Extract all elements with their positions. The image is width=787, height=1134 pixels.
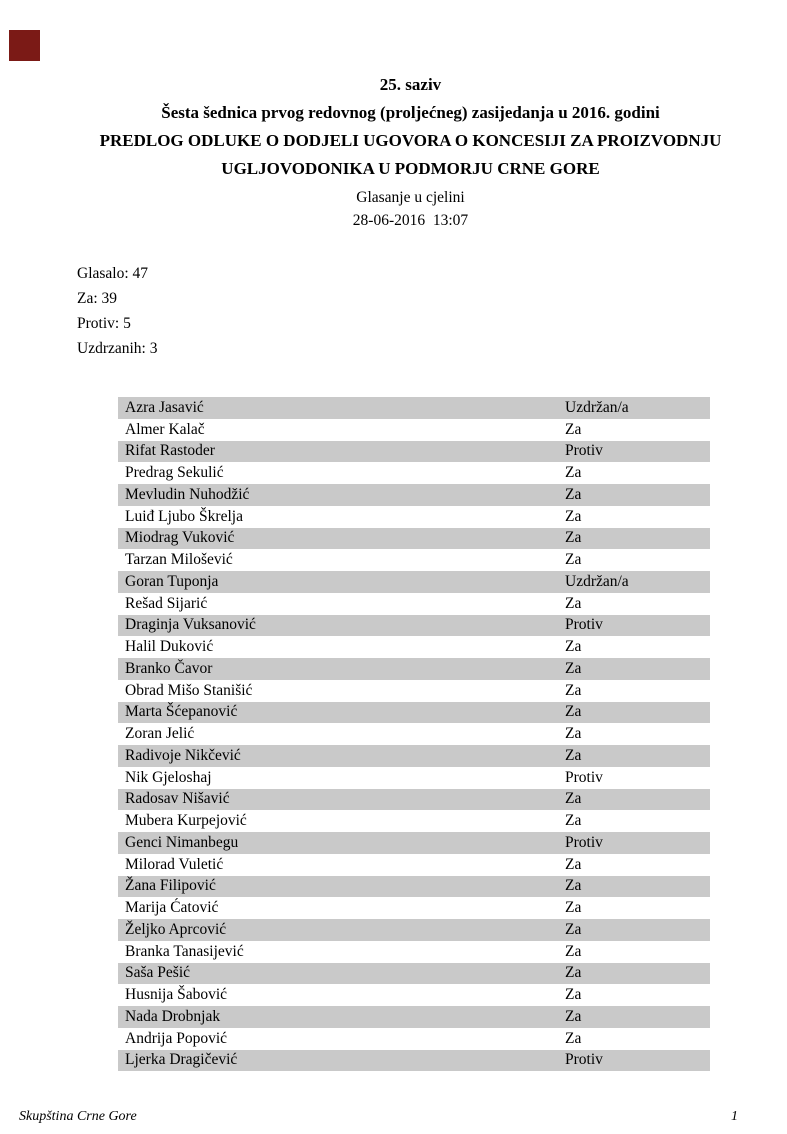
- table-row: [118, 549, 710, 571]
- table-row: [118, 636, 710, 658]
- vote-value: Za: [565, 746, 582, 764]
- mp-name: Luiđ Ljubo Škrelja: [125, 507, 243, 525]
- table-row: [118, 593, 710, 615]
- vote-value: Za: [565, 594, 582, 612]
- vote-value: Za: [565, 703, 582, 721]
- vote-value: Uzdržan/a: [565, 398, 629, 416]
- table-row: [118, 1050, 710, 1072]
- mp-name: Marta Šćepanović: [125, 703, 238, 721]
- vote-value: Za: [565, 529, 582, 547]
- vote-value: Za: [565, 877, 582, 895]
- session-number-title: 25. saziv: [379, 75, 442, 94]
- mp-name: Rifat Rastoder: [125, 442, 215, 460]
- table-row: [118, 984, 710, 1006]
- table-row: [118, 767, 710, 789]
- footer-institution: Skupština Crne Gore: [19, 1109, 137, 1124]
- vote-value: Za: [565, 1029, 582, 1047]
- decision-title-line-2: UGLJOVODONIKA U PODMORJU CRNE GORE: [221, 159, 600, 178]
- table-row: [118, 702, 710, 724]
- table-row: [118, 1006, 710, 1028]
- mp-name: Obrad Mišo Stanišić: [125, 681, 253, 699]
- mp-name: Branka Tanasijević: [125, 942, 244, 960]
- sitting-title: Šesta šednica prvog redovnog (proljećneg) zasijedanja u 2016. godini: [161, 103, 660, 122]
- vote-value: Za: [565, 464, 582, 482]
- table-row: [118, 506, 710, 528]
- table-row: [118, 789, 710, 811]
- table-row: [118, 484, 710, 506]
- table-row: [118, 462, 710, 484]
- mp-name: Husnija Šabović: [125, 986, 228, 1004]
- mp-name: Žana Filipović: [125, 877, 216, 895]
- vote-value: Protiv: [565, 768, 603, 786]
- vote-value: Za: [565, 485, 582, 503]
- summary-against: Protiv: 5: [77, 315, 131, 332]
- table-row: [118, 397, 710, 419]
- vote-value: Za: [565, 942, 582, 960]
- mp-name: Branko Čavor: [125, 659, 213, 677]
- vote-results-table: [118, 397, 710, 1071]
- mp-name: Tarzan Milošević: [125, 551, 233, 569]
- table-row: [118, 745, 710, 767]
- mp-name: Miodrag Vuković: [125, 529, 235, 547]
- vote-value: Za: [565, 986, 582, 1004]
- vote-value: Protiv: [565, 616, 603, 634]
- mp-name: Nik Gjeloshaj: [125, 768, 212, 786]
- decision-title-line-1: PREDLOG ODLUKE O DODJELI UGOVORA O KONCESIJI ZA PROIZVODNJU: [99, 131, 722, 150]
- table-row: [118, 528, 710, 550]
- corner-marker-square: [9, 30, 40, 61]
- vote-value: Uzdržan/a: [565, 572, 629, 590]
- vote-datetime: 28-06-2016 13:07: [352, 212, 469, 229]
- vote-summary: [77, 261, 157, 361]
- table-row: [118, 680, 710, 702]
- mp-name: Azra Jasavić: [125, 398, 204, 416]
- mp-name: Almer Kalač: [125, 420, 205, 438]
- vote-value: Za: [565, 964, 582, 982]
- vote-value: Za: [565, 790, 582, 808]
- mp-name: Radosav Nišavić: [125, 790, 230, 808]
- vote-value: Za: [565, 551, 582, 569]
- mp-name: Halil Duković: [125, 638, 214, 656]
- vote-value: Protiv: [565, 1051, 603, 1069]
- table-row: [118, 441, 710, 463]
- mp-name: Milorad Vuletić: [125, 855, 224, 873]
- mp-name: Nada Drobnjak: [125, 1007, 221, 1025]
- vote-value: Za: [565, 681, 582, 699]
- mp-name: Ljerka Dragičević: [125, 1051, 238, 1069]
- mp-name: Draginja Vuksanović: [125, 616, 256, 634]
- vote-value: Za: [565, 899, 582, 917]
- mp-name: Zoran Jelić: [125, 725, 195, 743]
- vote-value: Za: [565, 855, 582, 873]
- table-row: [118, 897, 710, 919]
- mp-name: Mubera Kurpejović: [125, 812, 247, 830]
- mp-name: Andrija Popović: [125, 1029, 228, 1047]
- mp-name: Mevludin Nuhodžić: [125, 485, 250, 503]
- table-row: [118, 832, 710, 854]
- vote-value: Za: [565, 920, 582, 938]
- table-row: [118, 854, 710, 876]
- vote-value: Protiv: [565, 833, 603, 851]
- table-row: [118, 658, 710, 680]
- table-row: [118, 571, 710, 593]
- mp-name: Radivoje Nikčević: [125, 746, 241, 764]
- vote-value: Za: [565, 725, 582, 743]
- mp-name: Genci Nimanbegu: [125, 833, 239, 851]
- vote-value: Za: [565, 638, 582, 656]
- table-row: [118, 419, 710, 441]
- vote-value: Za: [565, 420, 582, 438]
- vote-type-label: Glasanje u cjelini: [356, 189, 465, 206]
- table-row: [118, 876, 710, 898]
- table-row: [118, 810, 710, 832]
- mp-name: Rešad Sijarić: [125, 594, 208, 612]
- vote-value: Protiv: [565, 442, 603, 460]
- table-row: [118, 963, 710, 985]
- summary-abstained: Uzdrzanih: 3: [77, 340, 158, 357]
- vote-value: Za: [565, 1007, 582, 1025]
- summary-total-voted: Glasalo: 47: [77, 265, 149, 282]
- mp-name: Marija Ćatović: [125, 899, 219, 917]
- vote-value: Za: [565, 659, 582, 677]
- mp-name: Goran Tuponja: [125, 572, 219, 590]
- table-row: [118, 919, 710, 941]
- vote-value: Za: [565, 812, 582, 830]
- vote-value: Za: [565, 507, 582, 525]
- mp-name: Predrag Sekulić: [125, 464, 224, 482]
- table-row: [118, 941, 710, 963]
- mp-name: Željko Aprcović: [125, 920, 227, 938]
- table-row: [118, 723, 710, 745]
- footer-page-number: 1: [731, 1109, 738, 1124]
- table-row: [118, 615, 710, 637]
- table-row: [118, 1028, 710, 1050]
- summary-for: Za: 39: [77, 290, 118, 307]
- mp-name: Saša Pešić: [125, 964, 191, 982]
